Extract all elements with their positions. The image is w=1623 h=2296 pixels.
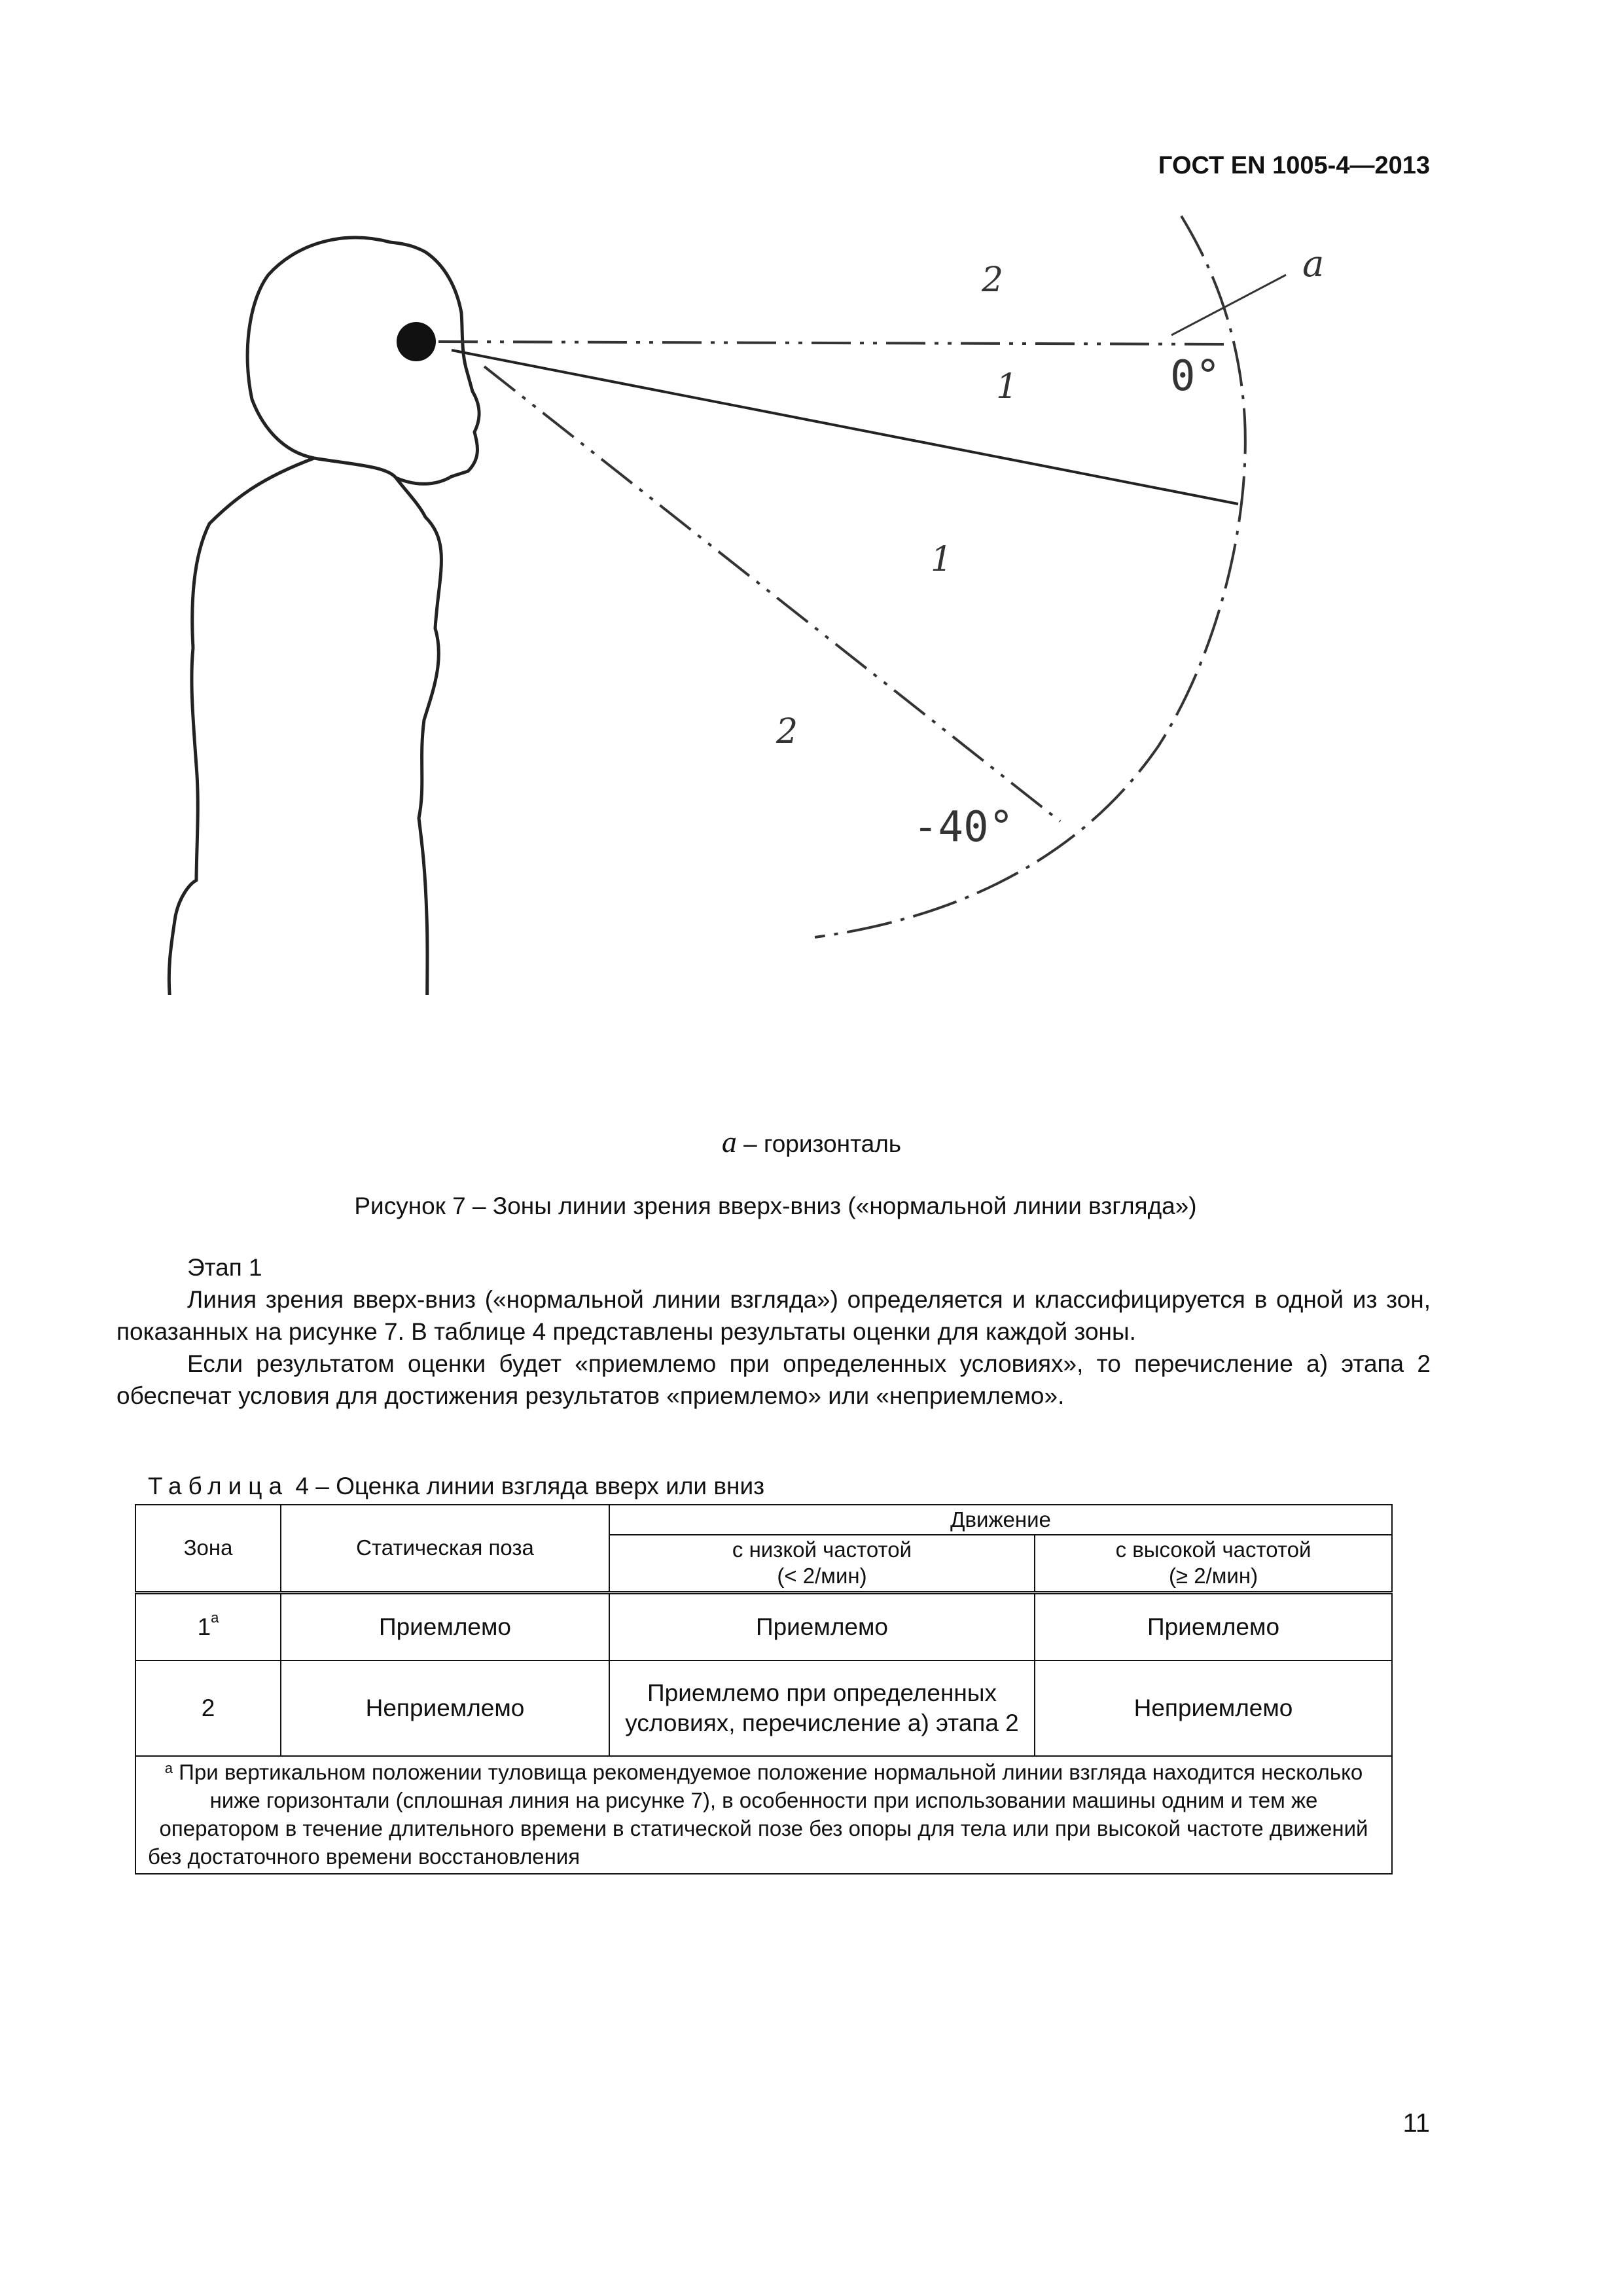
footnote-mark: a (164, 1760, 173, 1776)
angle-arc (815, 216, 1245, 937)
footnote-row (135, 1756, 1392, 1874)
evaluation-table (135, 1504, 1393, 1874)
table-title (148, 1473, 764, 1500)
legend-letter: a (721, 1125, 737, 1158)
footnote-ref: a (211, 1609, 219, 1626)
stage-heading: Этап 1 (187, 1254, 262, 1281)
cell-low-frequency: Приемлемо при определенных условиях, перечисление а) этапа 2 (609, 1660, 1035, 1756)
paragraph-2: Если результатом оценки будет «приемлемо при определенных условиях», то перечисление а) этапа 2 обеспечат условия для достижения результатов «приемлемо» или «неприемлемо». (116, 1350, 1431, 1409)
cell-zone: 2 (135, 1660, 281, 1756)
angle-label-zero: 0° (1170, 352, 1221, 401)
legend-text: – горизонталь (736, 1130, 902, 1157)
angle-label-minus-40: -40° (913, 803, 1014, 852)
zone-label-1-lower: 1 (931, 540, 953, 579)
horizontal-marker-line (1171, 275, 1286, 335)
cell-static: Приемлемо (281, 1592, 609, 1660)
table-title-text: 4 – Оценка линии взгляда вверх или вниз (289, 1473, 765, 1499)
document-code: ГОСТ EN 1005-4—2013 (1158, 152, 1430, 179)
paragraph-1: Линия зрения вверх-вниз («нормальной линии взгляда») определяется и классифицируется в одной из зон, показанных на рисунке 7. В таблице 4 представлены результаты оценки для каждой зоны. (116, 1286, 1431, 1345)
footnote-text: При вертикальном положении туловища рекомендуемое положение нормальной линии взгляда находится несколько ниже горизонтали (сплошная линия на рисунке 7), в особенности при использовании машины одним и тем же оператором в течение длительного времени в статической позе без опоры для тела или при высокой частоте движений без достаточного времени восстановления (148, 1760, 1368, 1869)
table-row (135, 1660, 1392, 1756)
low-frequency-value: (< 2/мин) (777, 1564, 867, 1588)
header-zone: Зона (135, 1505, 281, 1592)
zone-label-2-top: 2 (982, 260, 1004, 300)
sight-line-zones-figure (0, 0, 1623, 995)
horizontal-sight-line (438, 342, 1227, 344)
cell-static: Неприемлемо (281, 1660, 609, 1756)
high-frequency-label: с высокой частотой (1115, 1537, 1311, 1562)
cell-high-frequency: Неприемлемо (1035, 1660, 1392, 1756)
cell-low-frequency: Приемлемо (609, 1592, 1035, 1660)
zone-label-2-bottom: 2 (776, 712, 798, 751)
table-title-prefix: Таблица (148, 1473, 289, 1499)
header-low-frequency (609, 1535, 1035, 1592)
zone-label-1-upper: 1 (996, 367, 1018, 406)
table-footnote (135, 1756, 1392, 1874)
table-row (135, 1592, 1392, 1660)
eye-dot (397, 322, 436, 361)
normal-sight-line (452, 350, 1238, 504)
figure-legend (0, 1124, 1623, 1159)
page-number: 11 (1402, 2109, 1430, 2138)
cell-high-frequency: Приемлемо (1035, 1592, 1392, 1660)
header-high-frequency (1035, 1535, 1392, 1592)
high-frequency-value: (≥ 2/мин) (1168, 1564, 1258, 1588)
horizontal-marker-label: a (1302, 243, 1325, 285)
figure-caption: Рисунок 7 – Зоны линии зрения вверх-вниз («нормальной линии взгляда») (354, 1193, 1197, 1219)
cell-zone: 1$^a$ (135, 1592, 281, 1660)
low-frequency-label: с низкой частотой (732, 1537, 912, 1562)
header-movement: Движение (609, 1505, 1392, 1535)
header-static-posture: Статическая поза (281, 1505, 609, 1592)
lower-limit-sight-line (484, 367, 1060, 821)
body-text (116, 1251, 1431, 1412)
